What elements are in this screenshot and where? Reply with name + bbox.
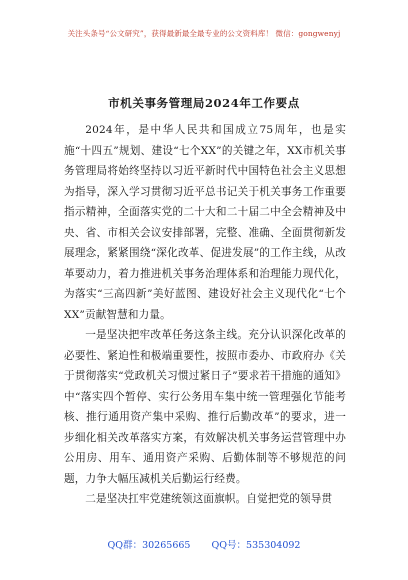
contact-footer [0, 537, 408, 551]
paragraph-party-building: 二是坚决扛牢党建统领这面旗帜。自觉把党的领导贯 [85, 493, 333, 505]
qq-group-text: QQ群：30265665 [107, 540, 191, 551]
document-body [64, 120, 346, 510]
paragraph-intro: 2024年，是中华人民共和国成立75周年，也是实施“十四五”规划、建设“七个XX”的关键之年，XX市机关事务管理局将始终坚持以习近平新时代中国特色社会主义思想为指导，深入学习贯彻习近平总书记关于机关事务工作重要指示精神，全面落实党的二十大和二十届二中全会精神及中央、省、市相关会议安排部署，完整、准确、全面贯彻新发展理念，紧紧围绕“深化改革、促进发展”的工作主线，从改革要动力，着力推进机关事务治理体系和治理能力现代化，为落实“三高四新”美好蓝图、建设好社会主义现代化“七个XX”贡献智慧和力量。 [64, 124, 346, 321]
document-title: 市机关事务管理局2024年工作要点 [108, 96, 300, 110]
qq-number-text: QQ号：535304092 [211, 540, 301, 551]
promo-banner: 关注头条号“公文研究”，获得最新最全最专业的公文资料库！ 微信：gongwenyj [67, 29, 341, 38]
paragraph-reform: 一是坚决把牢改革任务这条主线。充分认识深化改革的必要性、紧迫性和极端重要性，按照市委办、市政府办《关于贯彻落实“党政机关习惯过紧日子”要求若干措施的通知》中“落实四个暂停、实行公务用车集中统一管理强化节能考核、推行通用资产集中采购、推行后勤改革”的要求，进一步细化相关改革落实方案，有效解决机关事务运营管理中办公用房、用车、通用资产采购、后勤体制等不够规范的问题，力争大幅压减机关后勤运行经费。 [64, 329, 346, 485]
